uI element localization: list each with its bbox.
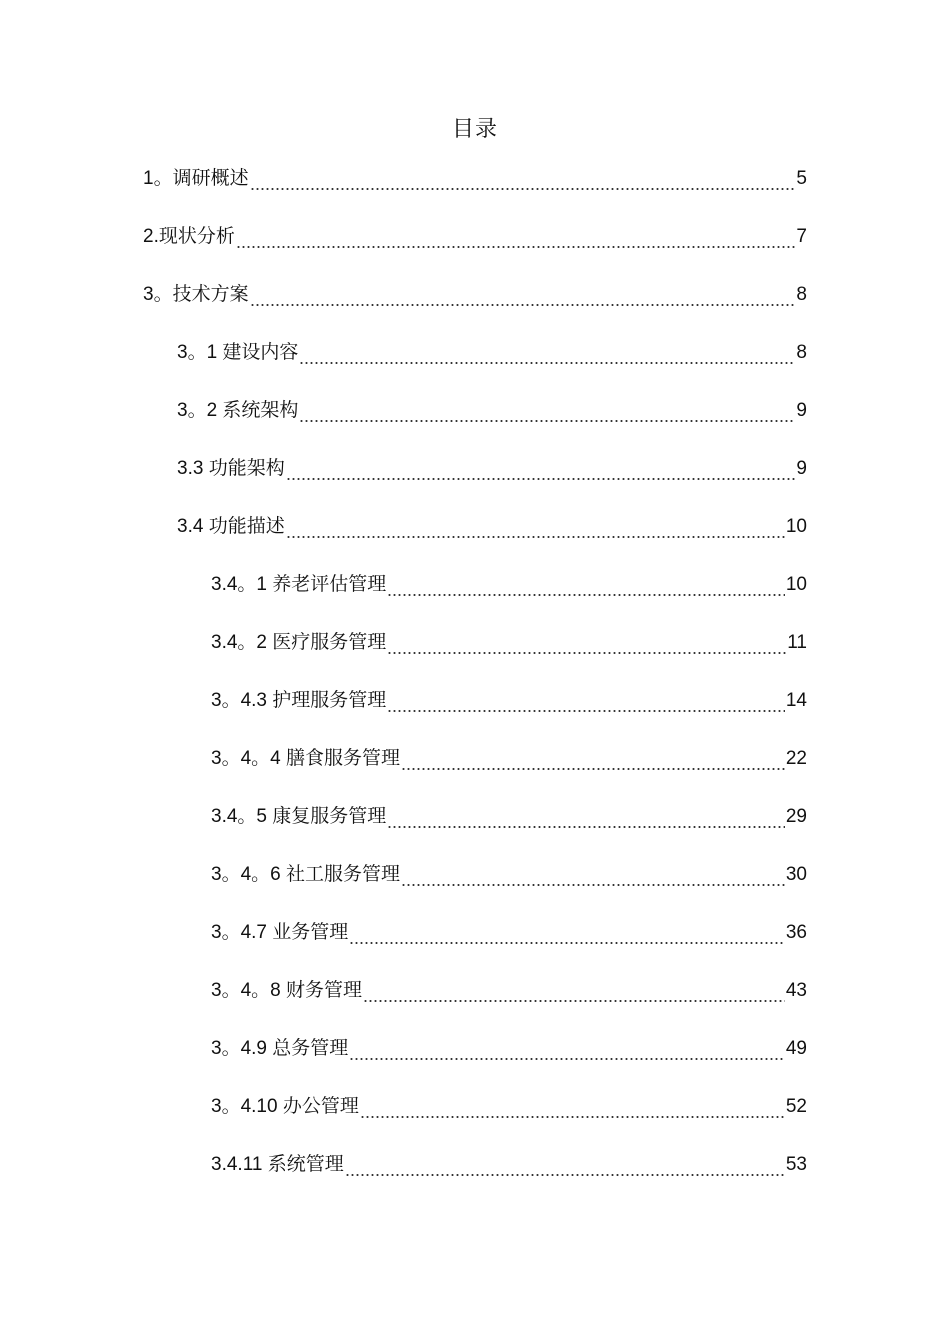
- dot-leader: [401, 744, 785, 774]
- toc-entry-label: 3。2 系统架构: [177, 400, 299, 421]
- toc-entry[interactable]: [211, 918, 807, 948]
- toc-entry[interactable]: [143, 222, 807, 252]
- toc-entry[interactable]: [211, 1034, 807, 1064]
- toc-entry[interactable]: [177, 396, 807, 426]
- toc-entry-label: 3.4。2 医疗服务管理: [211, 632, 387, 653]
- dot-leader: [387, 628, 786, 658]
- toc-entry-label: 3.4 功能描述: [177, 516, 285, 537]
- toc-entry-page-number: 53: [785, 1154, 807, 1175]
- toc-entry[interactable]: [177, 338, 807, 368]
- toc-entry[interactable]: [211, 628, 807, 658]
- toc-entry[interactable]: [211, 744, 807, 774]
- dot-leader: [360, 1092, 785, 1122]
- toc-entry[interactable]: [211, 976, 807, 1006]
- dot-leader: [387, 570, 785, 600]
- toc-entry[interactable]: [211, 570, 807, 600]
- toc-entry-page-number: 10: [785, 516, 807, 537]
- toc-entry[interactable]: [177, 512, 807, 542]
- toc-entry-label: 3。技术方案: [143, 284, 249, 305]
- toc-entry-page-number: 11: [787, 632, 807, 653]
- toc-entry-label: 1。调研概述: [143, 168, 249, 189]
- toc-entry-label: 3。4.7 业务管理: [211, 922, 349, 943]
- dot-leader: [236, 222, 796, 252]
- dot-leader: [286, 512, 785, 542]
- toc-entry[interactable]: [177, 454, 807, 484]
- toc-entry-page-number: 30: [785, 864, 807, 885]
- dot-leader: [250, 280, 796, 310]
- dot-leader: [363, 976, 785, 1006]
- toc-entry-page-number: 29: [785, 806, 807, 827]
- toc-entry-label: 3。4.3 护理服务管理: [211, 690, 387, 711]
- dot-leader: [299, 396, 795, 426]
- toc-entry-label: 3.4。5 康复服务管理: [211, 806, 387, 827]
- toc-entry-label: 3。1 建设内容: [177, 342, 299, 363]
- toc-entry[interactable]: [211, 1150, 807, 1180]
- toc-entry[interactable]: [211, 860, 807, 890]
- dot-leader: [349, 1034, 785, 1064]
- toc-entry[interactable]: [211, 686, 807, 716]
- toc-entry[interactable]: [143, 164, 807, 194]
- toc-entry-label: 3。4。4 膳食服务管理: [211, 748, 400, 769]
- dot-leader: [345, 1150, 785, 1180]
- toc-entry[interactable]: [211, 802, 807, 832]
- toc-entry-page-number: 8: [796, 284, 807, 305]
- toc-entry-label: 3。4.9 总务管理: [211, 1038, 349, 1059]
- toc-entry-label: 3。4。8 财务管理: [211, 980, 362, 1001]
- dot-leader: [387, 802, 785, 832]
- toc-entry-label: 2.现状分析: [143, 226, 235, 247]
- toc-entry-label: 3.3 功能架构: [177, 458, 285, 479]
- toc-entry-page-number: 7: [796, 226, 807, 247]
- toc-entry[interactable]: [211, 1092, 807, 1122]
- toc-entry-page-number: 9: [796, 458, 807, 479]
- dot-leader: [299, 338, 795, 368]
- toc-entry-page-number: 43: [785, 980, 807, 1001]
- dot-leader: [286, 454, 796, 484]
- toc-entry-page-number: 49: [785, 1038, 807, 1059]
- dot-leader: [387, 686, 785, 716]
- toc-entry[interactable]: [143, 280, 807, 310]
- toc-entry-label: 3。4。6 社工服务管理: [211, 864, 400, 885]
- toc-entry-label: 3。4.10 办公管理: [211, 1096, 359, 1117]
- dot-leader: [349, 918, 785, 948]
- toc-entry-page-number: 52: [785, 1096, 807, 1117]
- toc-entry-page-number: 8: [796, 342, 807, 363]
- toc-entry-label: 3.4。1 养老评估管理: [211, 574, 387, 595]
- dot-leader: [250, 164, 796, 194]
- toc-entry-page-number: 5: [796, 168, 807, 189]
- dot-leader: [401, 860, 785, 890]
- toc-entry-page-number: 22: [785, 748, 807, 769]
- toc-entry-page-number: 36: [785, 922, 807, 943]
- toc-title: 目录: [451, 116, 498, 141]
- toc-entry-label: 3.4.11 系统管理: [211, 1154, 344, 1175]
- toc-entry-page-number: 14: [785, 690, 807, 711]
- toc-entry-page-number: 9: [796, 400, 807, 421]
- toc-entry-page-number: 10: [785, 574, 807, 595]
